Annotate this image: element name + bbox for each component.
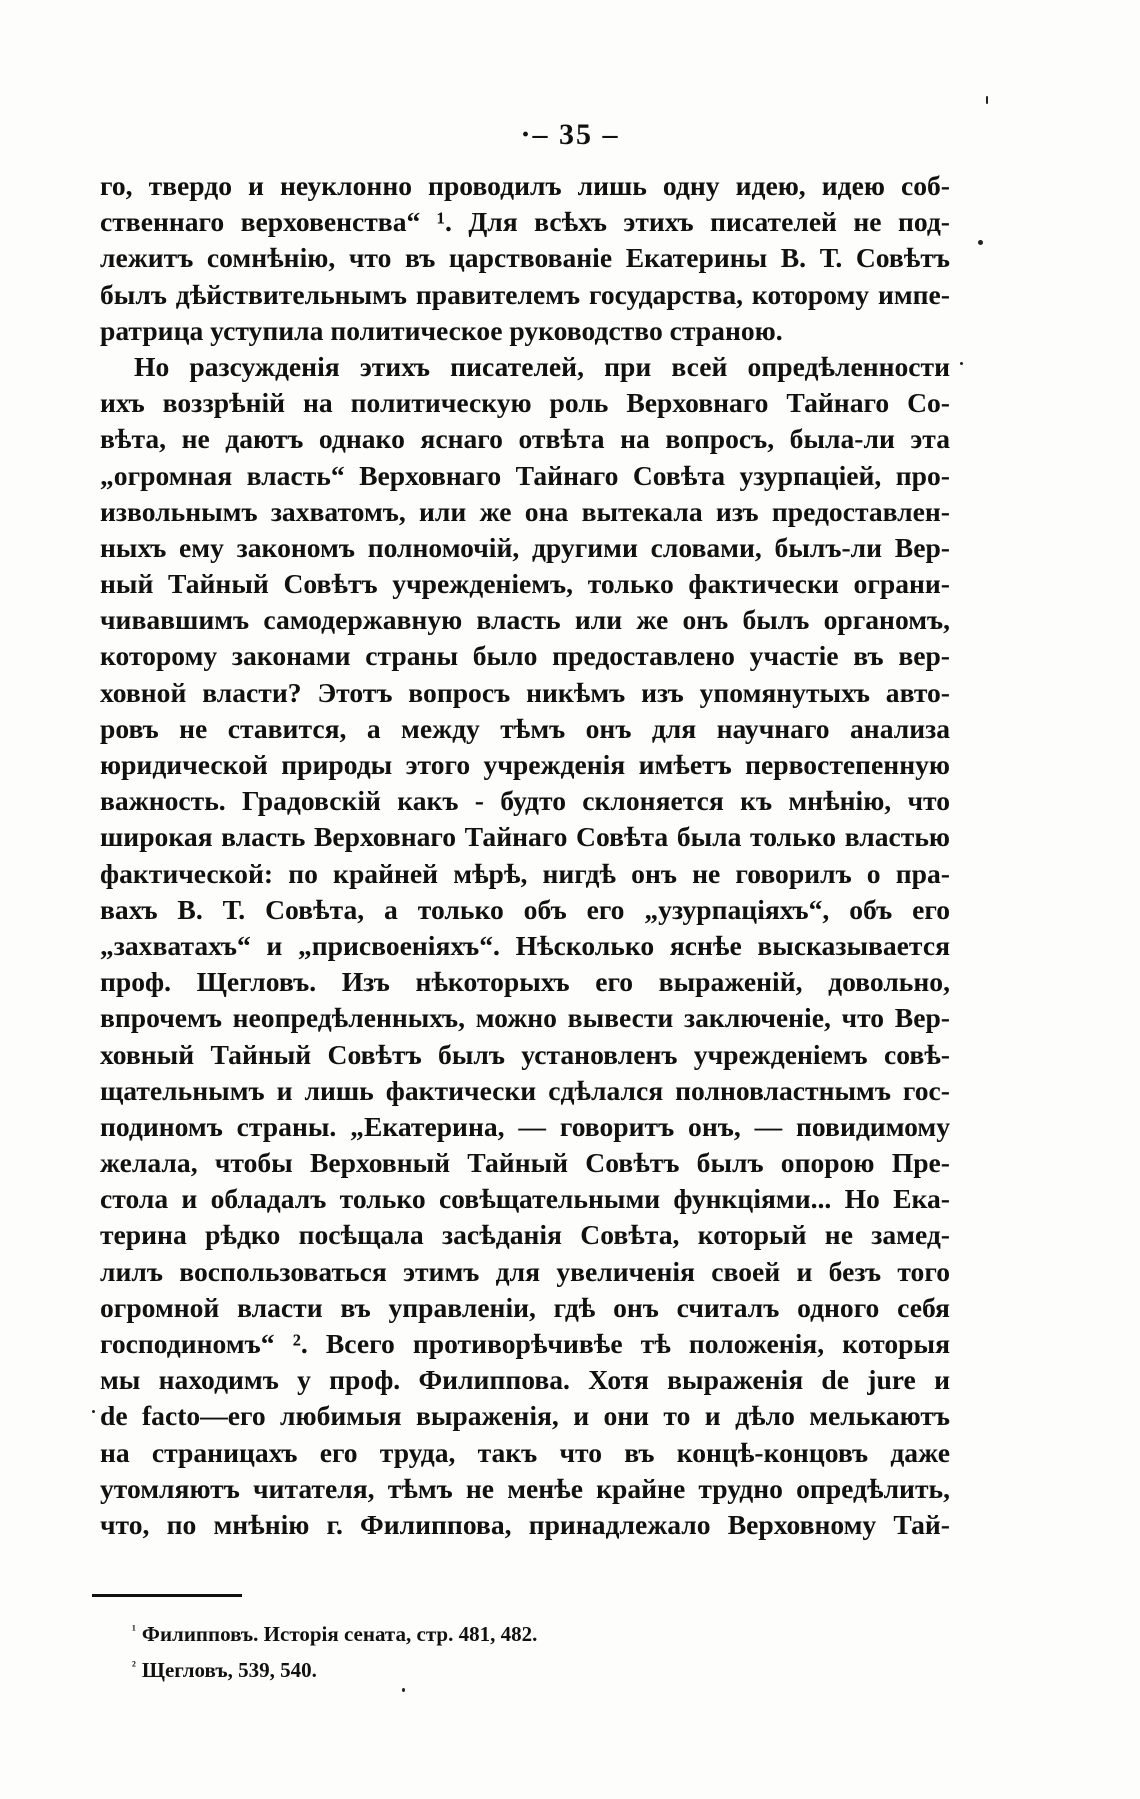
text-line: желала, чтобы Верховный Тайный Совѣтъ былъ опорою Пре-	[100, 1147, 950, 1179]
text-line: фактической: по крайней мѣрѣ, нигдѣ онъ не говорилъ о пра-	[100, 857, 950, 889]
text-line: господиномъ“ ². Всего противорѣчивѣе тѣ положенія, которыя	[100, 1328, 950, 1360]
text-line: ровъ не ставится, а между тѣмъ онъ для научнаго анализа	[100, 712, 950, 744]
text-line: чивавшимъ самодержавную власть или же онъ былъ органомъ,	[100, 604, 950, 636]
text-line: de facto—его любимыя выраженія, и они то и дѣло мелькаютъ	[100, 1400, 950, 1432]
text-line: огромной власти въ управленіи, гдѣ онъ считалъ одного себя	[100, 1291, 950, 1323]
text-line: ственнаго верховенства“ ¹. Для всѣхъ этихъ писателей не под-	[100, 206, 950, 238]
text-line: ратрица уступила политическое руководство страною.	[100, 314, 783, 346]
text-line: ныхъ ему закономъ полномочій, другими словами, былъ-ли Вер-	[100, 531, 950, 563]
footnote-1	[132, 1614, 832, 1650]
page-number: ·– 35 –	[520, 118, 620, 151]
text-line: вѣта, не даютъ однако яснаго отвѣта на вопросъ, была-ли эта	[100, 423, 950, 455]
text-line: ховной власти? Этотъ вопросъ никѣмъ изъ упомянутыхъ авто-	[100, 676, 950, 708]
text-line: юридической природы этого учрежденія имѣетъ первостепенную	[100, 749, 950, 781]
text-line: ный Тайный Совѣтъ учрежденіемъ, только фактически ограни-	[100, 568, 950, 600]
scan-speck	[978, 240, 983, 245]
text-line: стола и обладалъ только совѣщательными функціями... Но Ека-	[100, 1183, 950, 1215]
scan-speck	[92, 1410, 95, 1413]
body-text	[100, 168, 950, 1543]
text-line: которому законами страны было предоставлено участіе въ вер-	[100, 640, 950, 672]
footnote-text: Филипповъ. Исторія сената, стр. 481, 482.	[141, 1622, 538, 1646]
scan-speck	[402, 1688, 405, 1692]
scan-speck	[986, 96, 988, 104]
footnote-text: Щегловъ, 539, 540.	[141, 1658, 317, 1682]
text-line: мы находимъ у проф. Филиппова. Хотя выраженія de jure и	[100, 1364, 950, 1396]
footnote-mark: ²	[132, 1658, 136, 1673]
text-line: широкая власть Верховнаго Тайнаго Совѣта была только властью	[100, 821, 950, 853]
footnote-mark: ¹	[132, 1622, 136, 1637]
text-line: на страницахъ его труда, такъ что въ концѣ-концовъ даже	[100, 1436, 950, 1468]
footnote-divider	[92, 1594, 242, 1597]
text-line: „огромная власть“ Верховнаго Тайнаго Совѣта узурпаціей, про-	[100, 459, 950, 491]
text-line: былъ дѣйствительнымъ правителемъ государства, которому импе-	[100, 278, 950, 310]
scan-speck	[960, 362, 963, 365]
text-line: „захватахъ“ и „присвоеніяхъ“. Нѣсколько яснѣе высказывается	[100, 929, 950, 961]
text-line: утомляютъ читателя, тѣмъ не менѣе крайне трудно опредѣлить,	[100, 1472, 950, 1504]
text-line: Но разсужденія этихъ писателей, при всей опредѣленности	[134, 350, 950, 382]
text-line: лежитъ сомнѣнію, что въ царствованіе Екатерины В. Т. Совѣтъ	[100, 242, 950, 274]
text-line: лилъ воспользоваться этимъ для увеличенія своей и безъ того	[100, 1255, 950, 1287]
text-line: ховный Тайный Совѣтъ былъ установленъ учрежденіемъ совѣ-	[100, 1038, 950, 1070]
text-line: щательнымъ и лишь фактически сдѣлался полновластнымъ гос-	[100, 1074, 950, 1106]
text-line: что, по мнѣнію г. Филиппова, принадлежало Верховному Тай-	[100, 1508, 950, 1540]
text-line: го, твердо и неуклонно проводилъ лишь одну идею, идею соб-	[100, 170, 950, 201]
footnotes	[132, 1614, 832, 1686]
text-line: извольнымъ захватомъ, или же она вытекала изъ предоставлен-	[100, 495, 950, 527]
text-line: впрочемъ неопредѣленныхъ, можно вывести заключеніе, что Вер-	[100, 1002, 950, 1034]
text-line: ихъ воззрѣній на политическую роль Верховнаго Тайнаго Со-	[100, 387, 950, 419]
text-line: вахъ В. Т. Совѣта, а только объ его „узурпаціяхъ“, объ его	[100, 893, 950, 925]
text-line: проф. Щегловъ. Изъ нѣкоторыхъ его выраженій, довольно,	[100, 966, 950, 998]
text-line: подиномъ страны. „Екатерина, — говоритъ онъ, — повидимому	[100, 1110, 950, 1142]
text-line: терина рѣдко посѣщала засѣданія Совѣта, который не замед-	[100, 1219, 950, 1251]
text-line: важность. Градовскій какъ - будто склоняется къ мнѣнію, что	[100, 785, 950, 817]
footnote-2	[132, 1650, 832, 1686]
